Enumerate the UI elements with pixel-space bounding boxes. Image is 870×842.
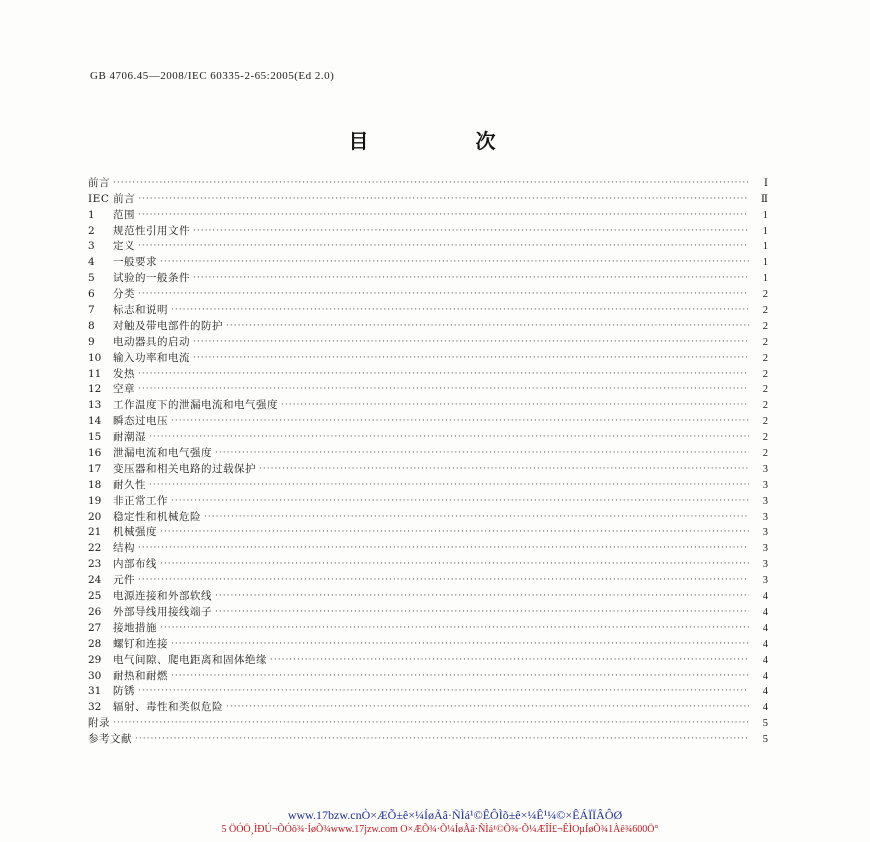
toc-entry[interactable] bbox=[88, 652, 768, 668]
toc-entry-number: 20 bbox=[88, 510, 102, 523]
toc-entry-title: 电源连接和外部软线 bbox=[113, 590, 212, 603]
toc-dot-leader bbox=[138, 382, 749, 396]
toc-entry-title: 发热 bbox=[113, 367, 135, 380]
toc-dot-leader bbox=[113, 176, 749, 190]
toc-entry[interactable] bbox=[88, 286, 768, 302]
toc-entry-title: 前言 bbox=[88, 176, 110, 189]
toc-entry-page: 4 bbox=[762, 686, 768, 698]
toc-entry-number: 6 bbox=[88, 288, 95, 301]
toc-entry-title: 分类 bbox=[113, 288, 135, 301]
toc-entry[interactable] bbox=[88, 334, 768, 350]
toc-dot-leader bbox=[193, 335, 749, 349]
table-of-contents bbox=[88, 175, 768, 747]
toc-entry-title: 元件 bbox=[113, 574, 135, 587]
toc-entry[interactable] bbox=[88, 636, 768, 652]
toc-dot-leader bbox=[138, 208, 749, 222]
toc-dot-leader bbox=[204, 510, 749, 524]
toc-entry-page: 4 bbox=[762, 670, 768, 682]
toc-entry-page: 2 bbox=[762, 432, 768, 444]
toc-entry-number: 22 bbox=[88, 542, 102, 555]
toc-entry-number: 16 bbox=[88, 447, 102, 460]
toc-entry-page: 4 bbox=[762, 638, 768, 650]
toc-entry-title: 工作温度下的泄漏电流和电气强度 bbox=[113, 399, 278, 412]
toc-dot-leader bbox=[193, 271, 749, 285]
toc-entry[interactable] bbox=[88, 382, 768, 398]
toc-dot-leader bbox=[171, 669, 749, 683]
toc-entry-page: 2 bbox=[762, 352, 768, 364]
toc-entry-number: 15 bbox=[88, 431, 102, 444]
toc-entry[interactable] bbox=[88, 540, 768, 556]
toc-entry-number: 19 bbox=[88, 494, 102, 507]
toc-dot-leader bbox=[138, 541, 749, 555]
toc-entry-number: 32 bbox=[88, 701, 102, 714]
toc-entry[interactable] bbox=[88, 699, 768, 715]
toc-entry-title: 辐射、毒性和类似危险 bbox=[113, 701, 223, 714]
toc-entry[interactable] bbox=[88, 239, 768, 255]
toc-entry[interactable] bbox=[88, 350, 768, 366]
toc-entry-number: 3 bbox=[88, 240, 95, 253]
toc-entry-number: 30 bbox=[88, 669, 102, 682]
toc-entry[interactable] bbox=[88, 572, 768, 588]
toc-dot-leader bbox=[113, 716, 749, 730]
toc-entry-number: 27 bbox=[88, 621, 102, 634]
toc-entry-page: 1 bbox=[762, 209, 768, 221]
toc-entry[interactable] bbox=[88, 620, 768, 636]
toc-dot-leader bbox=[226, 700, 749, 714]
toc-entry-title: 空章 bbox=[113, 383, 135, 396]
toc-entry-number: 14 bbox=[88, 415, 102, 428]
toc-entry-number: 8 bbox=[88, 319, 95, 332]
toc-entry-title: 防锈 bbox=[113, 685, 135, 698]
toc-entry-title: 瞬态过电压 bbox=[113, 415, 168, 428]
toc-dot-leader bbox=[171, 414, 749, 428]
toc-entry-title: 非正常工作 bbox=[113, 494, 168, 507]
toc-entry-number: 7 bbox=[88, 304, 95, 317]
toc-entry-number: 5 bbox=[88, 272, 95, 285]
toc-entry-page: 4 bbox=[762, 702, 768, 714]
toc-dot-leader bbox=[160, 621, 749, 635]
toc-entry-page: 3 bbox=[762, 479, 768, 491]
toc-entry-page: 2 bbox=[762, 305, 768, 317]
toc-entry-number: 24 bbox=[88, 574, 102, 587]
toc-entry-page: 2 bbox=[762, 384, 768, 396]
toc-entry-page: 1 bbox=[762, 225, 768, 237]
toc-entry[interactable] bbox=[88, 509, 768, 525]
toc-entry-number: 29 bbox=[88, 653, 102, 666]
toc-dot-leader bbox=[138, 684, 749, 698]
toc-entry-title: 范围 bbox=[113, 208, 135, 221]
toc-dot-leader bbox=[226, 319, 749, 333]
toc-entry[interactable] bbox=[88, 191, 768, 207]
toc-entry-page: 3 bbox=[762, 527, 768, 539]
footer-watermark-line2: 5 ÖÓÖ¸ÌÐÚ¬ÕÓô¾·ÍøÕ¾www.17jzw.com O×ÆÕ¾·Õ¼ÍøÃâ·ÑÌá¹©Õ¾·Õ¼ÆÎÍ£¬ÊÌOµÍøÕ¾1Àê¾600Ö° bbox=[221, 824, 659, 835]
toc-dot-leader bbox=[171, 303, 749, 317]
toc-entry-number: 10 bbox=[88, 351, 102, 364]
toc-entry-title: 机械强度 bbox=[113, 526, 157, 539]
toc-dot-leader bbox=[281, 398, 749, 412]
toc-entry-page: Ⅰ bbox=[763, 177, 768, 189]
toc-dot-leader bbox=[138, 192, 749, 206]
toc-entry-title: 试验的一般条件 bbox=[113, 272, 190, 285]
toc-entry[interactable] bbox=[88, 556, 768, 572]
toc-dot-leader bbox=[270, 653, 749, 667]
toc-entry[interactable] bbox=[88, 715, 768, 731]
toc-entry[interactable] bbox=[88, 254, 768, 270]
toc-entry-title: 参考文献 bbox=[88, 733, 132, 746]
toc-entry-number: 11 bbox=[88, 367, 102, 380]
toc-entry[interactable] bbox=[88, 366, 768, 382]
toc-entry[interactable] bbox=[88, 445, 768, 461]
toc-entry-page: 3 bbox=[762, 543, 768, 555]
toc-entry-title: 标志和说明 bbox=[113, 304, 168, 317]
toc-dot-leader bbox=[171, 494, 749, 508]
toc-dot-leader bbox=[135, 732, 749, 746]
toc-entry[interactable] bbox=[88, 477, 768, 493]
toc-entry-title: 电气间隙、爬电距离和固体绝缘 bbox=[113, 653, 267, 666]
toc-entry-title: IEC 前言 bbox=[88, 192, 136, 205]
toc-dot-leader bbox=[193, 224, 749, 238]
toc-dot-leader bbox=[171, 637, 749, 651]
toc-entry-title: 螺钉和连接 bbox=[113, 637, 168, 650]
toc-entry-title: 稳定性和机械危险 bbox=[113, 510, 201, 523]
toc-entry-number: 12 bbox=[88, 383, 102, 396]
page-title: 目 次 bbox=[348, 129, 546, 153]
toc-entry-number: 28 bbox=[88, 637, 102, 650]
toc-entry-title: 外部导线用接线端子 bbox=[113, 605, 212, 618]
toc-entry[interactable] bbox=[88, 413, 768, 429]
toc-dot-leader bbox=[160, 255, 749, 269]
toc-entry-page: Ⅱ bbox=[760, 193, 768, 205]
footer-watermark-line1: www.17bzw.cnÒ×ÆÕ±ê×¼ÍøÃâ·ÑÌá¹©ÊÔÌõ±ê×¼Ê¹¼©×ÊÁÏÏÂÔØ bbox=[287, 808, 623, 822]
toc-entry-page: 4 bbox=[762, 606, 768, 618]
toc-entry-title: 规范性引用文件 bbox=[113, 224, 190, 237]
toc-entry-page: 4 bbox=[762, 654, 768, 666]
toc-entry-number: 18 bbox=[88, 478, 102, 491]
toc-entry[interactable] bbox=[88, 318, 768, 334]
toc-dot-leader bbox=[193, 351, 749, 365]
toc-entry[interactable] bbox=[88, 302, 768, 318]
toc-entry-page: 3 bbox=[762, 463, 768, 475]
toc-entry-title: 附录 bbox=[88, 717, 110, 730]
toc-dot-leader bbox=[149, 478, 749, 492]
toc-entry-title: 电动器具的启动 bbox=[113, 335, 190, 348]
toc-entry-number: 1 bbox=[88, 208, 95, 221]
toc-entry-page: 5 bbox=[762, 734, 768, 746]
toc-dot-leader bbox=[138, 573, 749, 587]
toc-entry-page: 4 bbox=[762, 591, 768, 603]
toc-entry-title: 对触及带电部件的防护 bbox=[113, 319, 223, 332]
toc-entry-page: 3 bbox=[762, 511, 768, 523]
toc-entry[interactable] bbox=[88, 175, 768, 191]
toc-dot-leader bbox=[138, 287, 749, 301]
toc-entry-number: 2 bbox=[88, 224, 95, 237]
toc-entry[interactable] bbox=[88, 525, 768, 541]
toc-entry[interactable] bbox=[88, 397, 768, 413]
toc-entry-page: 2 bbox=[762, 400, 768, 412]
toc-entry-number: 17 bbox=[88, 462, 102, 475]
toc-entry-page: 2 bbox=[762, 336, 768, 348]
toc-entry-title: 接地措施 bbox=[113, 621, 157, 634]
toc-entry-page: 2 bbox=[762, 289, 768, 301]
toc-entry-number: 4 bbox=[88, 256, 95, 269]
toc-entry-title: 结构 bbox=[113, 542, 135, 555]
toc-entry-title: 内部布线 bbox=[113, 558, 157, 571]
standard-code: GB 4706.45—2008/IEC 60335-2-65:2005(Ed 2.0) bbox=[90, 70, 335, 82]
toc-entry[interactable] bbox=[88, 668, 768, 684]
toc-dot-leader bbox=[259, 462, 749, 476]
toc-dot-leader bbox=[160, 557, 749, 571]
toc-entry-page: 3 bbox=[762, 495, 768, 507]
toc-entry[interactable] bbox=[88, 588, 768, 604]
toc-entry-number: 26 bbox=[88, 605, 102, 618]
toc-entry[interactable] bbox=[88, 461, 768, 477]
toc-entry-page: 2 bbox=[762, 416, 768, 428]
toc-entry-page: 5 bbox=[762, 718, 768, 730]
toc-entry[interactable] bbox=[88, 223, 768, 239]
toc-entry-title: 耐热和耐燃 bbox=[113, 669, 168, 682]
toc-entry-page: 1 bbox=[762, 241, 768, 253]
toc-dot-leader bbox=[138, 367, 749, 381]
toc-entry[interactable] bbox=[88, 493, 768, 509]
toc-entry-page: 2 bbox=[762, 368, 768, 380]
toc-entry-title: 耐潮湿 bbox=[113, 431, 146, 444]
toc-dot-leader bbox=[138, 239, 749, 253]
toc-entry-title: 变压器和相关电路的过载保护 bbox=[113, 462, 256, 475]
toc-entry-page: 2 bbox=[762, 448, 768, 460]
toc-entry[interactable] bbox=[88, 604, 768, 620]
toc-entry-number: 13 bbox=[88, 399, 102, 412]
toc-entry-page: 3 bbox=[762, 559, 768, 571]
toc-dot-leader bbox=[215, 446, 749, 460]
toc-entry-page: 2 bbox=[762, 320, 768, 332]
toc-entry-page: 4 bbox=[762, 622, 768, 634]
toc-entry-title: 定义 bbox=[113, 240, 135, 253]
toc-dot-leader bbox=[160, 525, 749, 539]
toc-entry-title: 泄漏电流和电气强度 bbox=[113, 447, 212, 460]
toc-dot-leader bbox=[215, 605, 749, 619]
toc-entry[interactable] bbox=[88, 731, 768, 747]
toc-entry-number: 31 bbox=[88, 685, 102, 698]
toc-entry[interactable] bbox=[88, 684, 768, 700]
toc-entry[interactable] bbox=[88, 429, 768, 445]
toc-entry-number: 21 bbox=[88, 526, 102, 539]
toc-dot-leader bbox=[215, 589, 749, 603]
toc-entry-title: 耐久性 bbox=[113, 478, 146, 491]
toc-entry[interactable] bbox=[88, 270, 768, 286]
toc-entry-title: 一般要求 bbox=[113, 256, 157, 269]
toc-entry-title: 输入功率和电流 bbox=[113, 351, 190, 364]
toc-entry-number: 9 bbox=[88, 335, 95, 348]
toc-entry-page: 1 bbox=[762, 273, 768, 285]
toc-entry-number: 25 bbox=[88, 590, 102, 603]
toc-entry-page: 3 bbox=[762, 575, 768, 587]
toc-dot-leader bbox=[149, 430, 749, 444]
toc-entry-page: 1 bbox=[762, 257, 768, 269]
toc-entry[interactable] bbox=[88, 207, 768, 223]
toc-entry-number: 23 bbox=[88, 558, 102, 571]
